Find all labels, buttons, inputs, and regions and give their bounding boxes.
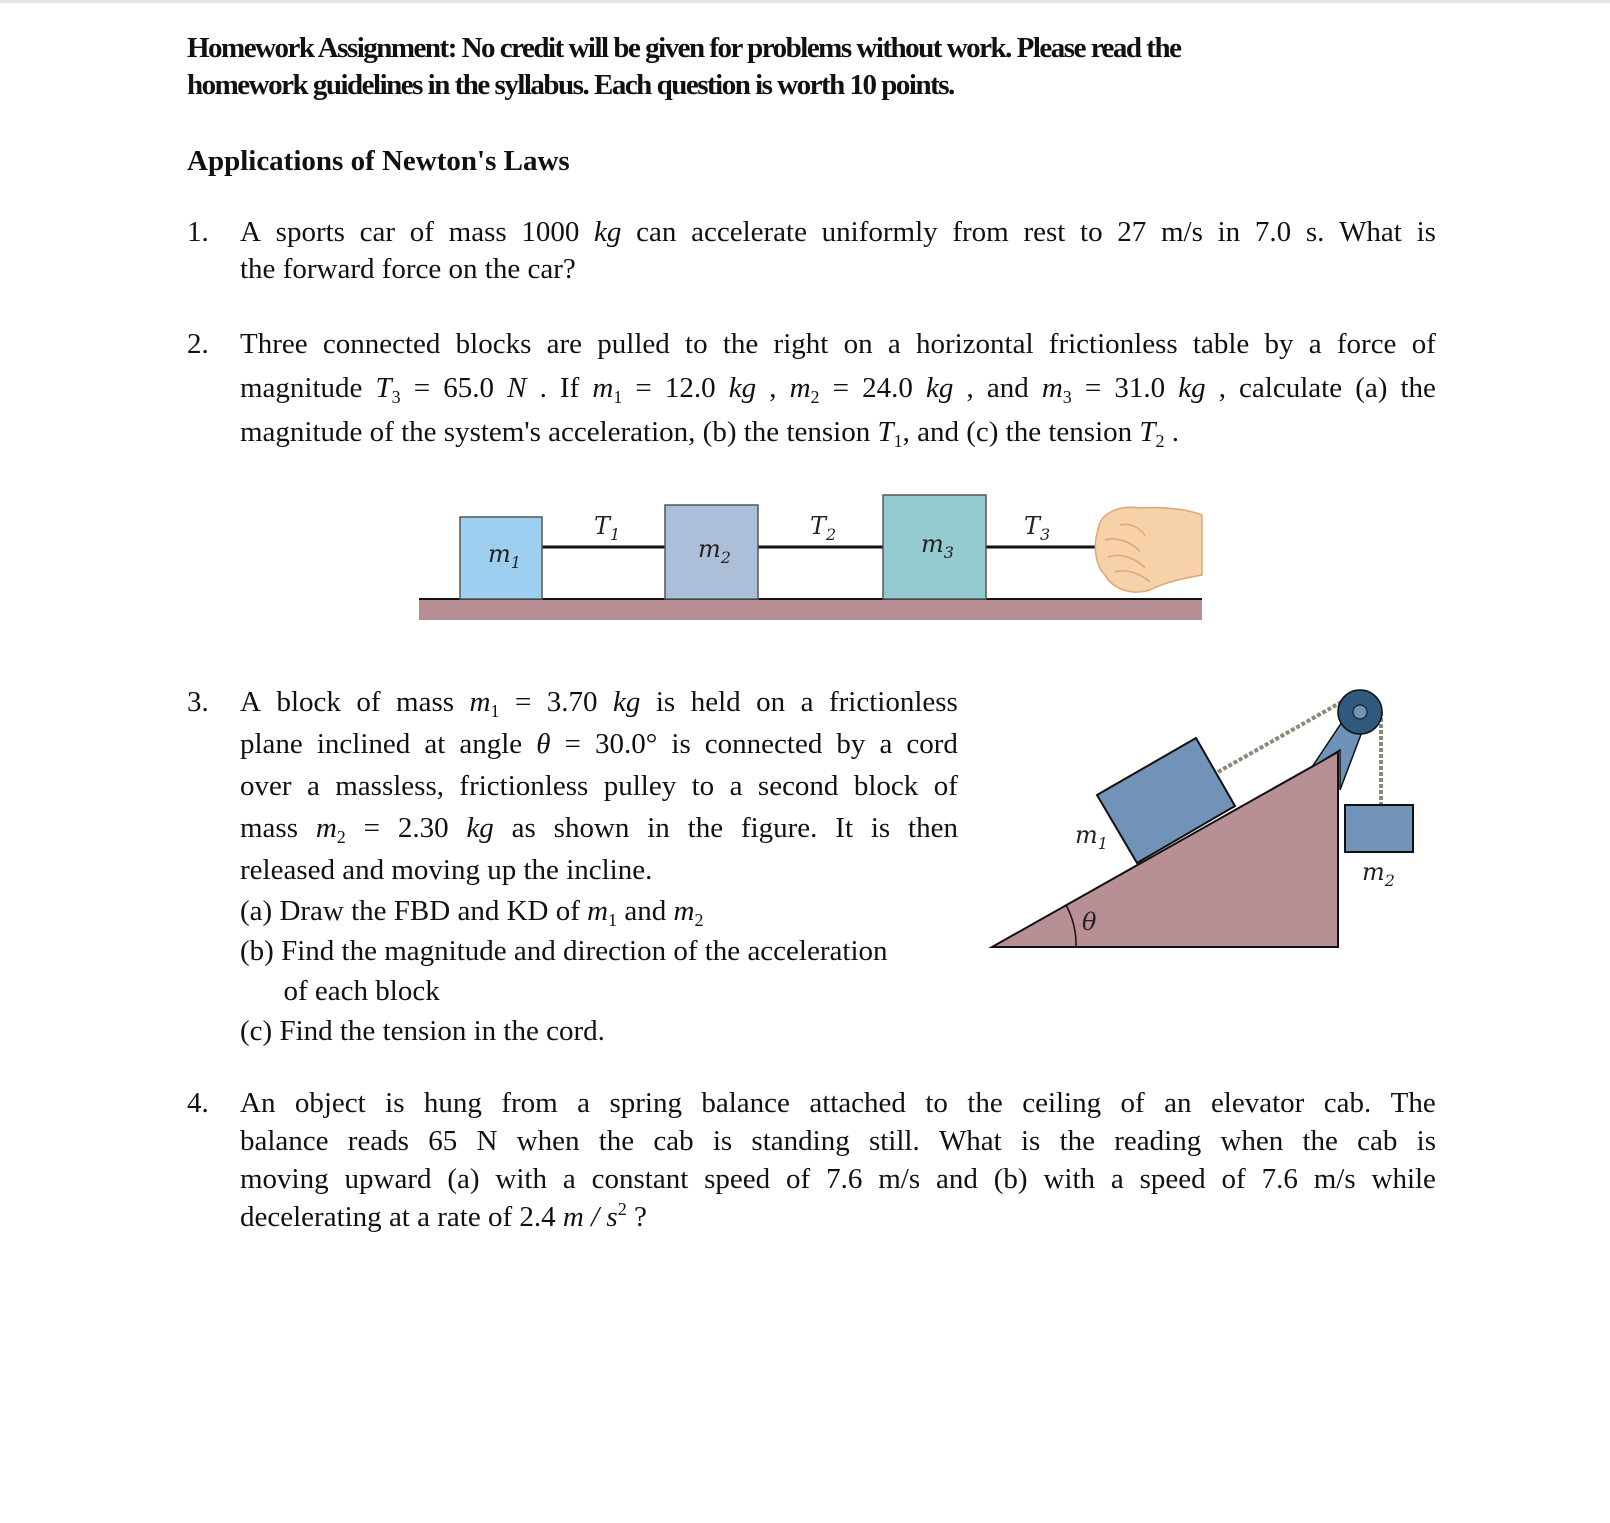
math-symbol: T [877, 416, 894, 448]
math-subscript: 1 [613, 387, 623, 408]
text-run: = [564, 728, 581, 760]
text-run: the [1400, 372, 1436, 404]
text-run: is [870, 812, 891, 844]
text-run: 30.0° [594, 728, 658, 760]
text-run: = [413, 372, 431, 404]
text-run: is [671, 728, 691, 760]
text-run: standing [751, 1125, 850, 1157]
text-run: inclined [316, 728, 411, 760]
text-run: cord [906, 728, 958, 760]
text-run: the [401, 416, 444, 448]
text-run: a [729, 770, 743, 802]
text-run: (a) [447, 1163, 480, 1195]
text-line [240, 1198, 1436, 1236]
text-run: speed [704, 1163, 771, 1195]
text-run: accelerate [691, 216, 807, 248]
text-run: pulled [597, 328, 670, 360]
text-run: massless, [335, 770, 444, 802]
text-run: FBD [393, 895, 458, 927]
text-run: 24.0 [862, 372, 913, 404]
text-run: at [424, 728, 446, 760]
text-run: a [800, 686, 814, 718]
text-run: acceleration, [548, 416, 703, 448]
text-run: is [1416, 216, 1436, 248]
text-run: the [967, 1087, 1003, 1119]
text-run: and [917, 416, 967, 448]
text-run: the [1302, 1125, 1338, 1157]
text-run: The [1390, 1087, 1436, 1119]
math-superscript: 2 [617, 1199, 627, 1220]
text-run: rate [437, 1201, 488, 1233]
text-run: the [722, 328, 759, 360]
text-run: 27 [1117, 216, 1147, 248]
text-run: system's [443, 416, 549, 448]
text-run: calculate [1239, 372, 1343, 404]
text-run: the [503, 1015, 547, 1047]
text-run: while [1371, 1163, 1436, 1195]
text-run: at [388, 1201, 418, 1233]
text-run: to [691, 770, 715, 802]
text-run: horizontal [915, 328, 1034, 360]
text-run: force [381, 253, 449, 285]
text-run: (c) [966, 416, 1006, 448]
text-run: each [314, 975, 376, 1007]
text-run: an [1164, 1087, 1192, 1119]
text-run: is [655, 686, 676, 718]
text-run: 7.0 [1254, 216, 1292, 248]
text-run: in [647, 812, 670, 844]
text-run: and [986, 372, 1029, 404]
text-run: (b) [240, 935, 282, 967]
question-number: 1. [187, 216, 209, 248]
text-run: A [240, 216, 261, 248]
text-run: with [495, 1163, 547, 1195]
text-run: balance [701, 1087, 790, 1119]
text-run: and [457, 895, 507, 927]
math-symbol: m [789, 372, 811, 404]
math-subscript: 2 [694, 910, 704, 931]
math-symbol: m [469, 686, 491, 718]
text-run: tension [1048, 416, 1140, 448]
label-m2: $m_2$ [1362, 858, 1395, 890]
text-run: = [514, 686, 532, 718]
text-run: magnitude [384, 935, 514, 967]
text-run: cab [1357, 1125, 1398, 1157]
text-run: held [690, 686, 741, 718]
text-run [627, 1198, 634, 1236]
text-run: s. [1305, 216, 1325, 248]
label-m3: $m_3$ [921, 530, 954, 562]
math-symbol: T [375, 372, 392, 404]
label-t3: $T_3$ [1024, 512, 1051, 544]
text-run: of [1120, 1087, 1145, 1119]
text-run: plane [240, 728, 303, 760]
math-symbol: N [507, 372, 527, 404]
text-run: of [283, 975, 315, 1007]
text-run: moving [391, 854, 488, 886]
text-run: of [555, 895, 588, 927]
text-run: attached [809, 1087, 906, 1119]
math-symbol: kg [466, 812, 494, 844]
text-run: and [936, 1163, 978, 1195]
text-run: What [938, 1125, 1002, 1157]
math-symbol: kg [728, 372, 757, 404]
block-m2-hanging [1345, 805, 1413, 852]
text-run: tension [786, 416, 878, 448]
math-symbol: kg [613, 686, 641, 718]
label-t2: $T_2$ [810, 512, 837, 544]
text-run: a [887, 328, 901, 360]
text-run: block [375, 975, 440, 1007]
question-number: 3. [187, 686, 209, 718]
text-run: in [1217, 216, 1241, 248]
text-run: a [879, 728, 893, 760]
text-run: from [952, 216, 1009, 248]
text-run: sports [275, 216, 345, 248]
text-run: a [562, 1163, 576, 1195]
text-run: 2.30 [397, 812, 449, 844]
text-run: by [836, 728, 866, 760]
text-run: 1000 [521, 216, 580, 248]
label-theta: θ [1082, 908, 1097, 936]
text-run: mass [240, 812, 298, 844]
text-run: blocks [455, 328, 532, 360]
text-run: and [342, 854, 392, 886]
math-symbol: m [587, 895, 609, 927]
text-run: of [487, 1201, 520, 1233]
text-run: upward [344, 1163, 432, 1195]
pulley-hub [1353, 705, 1367, 719]
text-run: to [925, 1087, 948, 1119]
text-run: 7.6 [826, 1163, 863, 1195]
math-symbol: kg [925, 372, 954, 404]
text-line [240, 1011, 958, 1051]
text-run: m/s [1313, 1163, 1356, 1195]
math-subscript: 1 [490, 701, 500, 722]
text-run: frictionless [1048, 328, 1178, 360]
text-run: frictionless [459, 770, 589, 802]
text-run: mass [396, 686, 455, 718]
text-run: and [624, 895, 674, 927]
text-run: over [240, 770, 292, 802]
text-run: block [853, 770, 919, 802]
text-run: of [369, 416, 402, 448]
text-run: speed [1139, 1163, 1206, 1195]
math-symbol: kg [1178, 372, 1206, 404]
question-4-text [240, 1084, 1436, 1236]
math-symbol: m / s [562, 1201, 618, 1233]
label-m2: $m_2$ [698, 535, 731, 567]
text-run: A [240, 686, 261, 718]
text-run: car [359, 216, 396, 248]
text-run: right [773, 328, 829, 360]
text-run: (c) [240, 1015, 280, 1047]
text-run: is [1416, 1125, 1436, 1157]
math-subscript: 1 [608, 910, 618, 931]
text-run: the [523, 854, 567, 886]
math-subscript: 3 [1062, 387, 1072, 408]
text-run: of [933, 770, 958, 802]
text-run: a [306, 770, 320, 802]
text-run: the [687, 812, 724, 844]
label-m1: $m_1$ [488, 540, 521, 572]
text-run: , [1218, 372, 1226, 404]
text-run: the [341, 935, 385, 967]
section-title: Applications of Newton's Laws [187, 145, 570, 177]
text-run: object [294, 1087, 366, 1119]
math-symbol: θ [536, 728, 551, 760]
text-run: a [1110, 1163, 1124, 1195]
text-run: when [516, 1125, 580, 1157]
text-run: cab. [1323, 1087, 1372, 1119]
text-run: table [1192, 328, 1250, 360]
text-run: up [487, 854, 524, 886]
text-run: the [1059, 1125, 1095, 1157]
text-run: (a) [240, 895, 280, 927]
text-run: moving [240, 1163, 329, 1195]
text-run: are [546, 328, 583, 360]
text-run: elevator [1210, 1087, 1305, 1119]
text-line [240, 1084, 1436, 1122]
math-symbol: T [1139, 416, 1156, 448]
text-run: uniformly [821, 216, 938, 248]
text-run: car? [527, 253, 576, 285]
text-run: magnitude [240, 372, 363, 404]
text-run: of [1221, 1163, 1246, 1195]
text-run: 12.0 [664, 372, 716, 404]
math-symbol: kg [594, 216, 622, 248]
text-run: mass [448, 216, 507, 248]
text-line [240, 1160, 1436, 1198]
text-run: by [1264, 328, 1294, 360]
text-run: Draw [279, 895, 352, 927]
text-run: block [276, 686, 341, 718]
text-run: of [356, 686, 381, 718]
text-run: can [636, 216, 677, 248]
text-run: = [1084, 372, 1102, 404]
text-run: shown [553, 812, 630, 844]
text-run: connected [322, 328, 441, 360]
text-run: the [351, 895, 394, 927]
text-run: KD [506, 895, 556, 927]
question-number: 2. [187, 328, 209, 360]
math-subscript: 2 [1155, 431, 1165, 452]
text-run: pulley [603, 770, 677, 802]
text-run: on [843, 328, 873, 360]
text-run: Find [279, 1015, 340, 1047]
text-run: a [1308, 328, 1322, 360]
text-run: to [1080, 216, 1103, 248]
text-run: tension [382, 1015, 474, 1047]
text-run: decelerating [240, 1201, 389, 1233]
text-run: and [513, 935, 563, 967]
text-run: = [635, 372, 652, 404]
text-run: acceleration [747, 935, 888, 967]
text-run: with [1043, 1163, 1096, 1195]
label-m1: $m_1$ [1075, 821, 1108, 853]
text-run: cord. [546, 1015, 605, 1047]
text-run: connected [704, 728, 823, 760]
text-run: the [339, 1015, 383, 1047]
text-run: = [832, 372, 850, 404]
text-run: still. [868, 1125, 920, 1157]
text-run: 65.0 [443, 372, 494, 404]
math-symbol: m [1041, 372, 1063, 404]
text-run: m/s [1160, 216, 1203, 248]
math-subscript: 2 [336, 827, 346, 848]
text-run: a [417, 1201, 438, 1233]
math-symbol: m [673, 895, 695, 927]
text-run: cab [653, 1125, 694, 1157]
math-subscript: 2 [810, 387, 820, 408]
header-line: homework guidelines in the syllabus. Each question is worth 10 points. [187, 69, 954, 101]
text-run: If [559, 372, 580, 404]
text-run: of [786, 1163, 811, 1195]
header-line: Homework Assignment: No credit will be given for problems without work. Please read the [187, 32, 1181, 64]
text-run: from [501, 1087, 558, 1119]
text-run [563, 1198, 627, 1236]
text-run: Find [281, 935, 342, 967]
text-run: 31.0 [1114, 372, 1166, 404]
text-run: is [712, 1125, 733, 1157]
text-run: the [743, 416, 787, 448]
text-run: released [240, 854, 343, 886]
text-run: An [240, 1087, 276, 1119]
text-run: , [902, 416, 918, 448]
text-run: rest [1023, 216, 1066, 248]
text-run: spring [609, 1087, 682, 1119]
label-t1: $T_1$ [594, 512, 621, 544]
text-run: to [685, 328, 708, 360]
text-run: of [673, 935, 705, 967]
text-run: balance [240, 1125, 329, 1157]
text-run: the [240, 253, 283, 285]
text-run: (b) [993, 1163, 1028, 1195]
text-run: the [484, 253, 528, 285]
text-run: then [908, 812, 958, 844]
math-subscript: 1 [893, 431, 903, 452]
text-run: reading [1114, 1125, 1202, 1157]
text-run: on [756, 686, 786, 718]
question-number: 4. [187, 1087, 209, 1119]
text-run: figure. [740, 812, 818, 844]
text-run: direction [563, 935, 674, 967]
text-run: angle [459, 728, 523, 760]
text-run: , [966, 372, 974, 404]
text-run: force [1336, 328, 1397, 360]
text-run: of [409, 216, 434, 248]
text-run: hung [423, 1087, 482, 1119]
text-run: ? [633, 1201, 647, 1233]
text-run: in [473, 1015, 504, 1047]
text-run: (b) [702, 416, 744, 448]
text-run: the [704, 935, 748, 967]
text-run: N [476, 1125, 498, 1157]
text-run: magnitude [240, 416, 370, 448]
text-run: , [769, 372, 777, 404]
text-run: It [835, 812, 853, 844]
text-run: is [1020, 1125, 1041, 1157]
text-run: frictionless [828, 686, 958, 718]
text-run: of [1411, 328, 1436, 360]
text-run: a [577, 1087, 591, 1119]
text-run: Three [240, 328, 308, 360]
text-run: m/s [878, 1163, 921, 1195]
text-run: 7.6 [1261, 1163, 1298, 1195]
text-run: as [511, 812, 536, 844]
text-run: 2.4 [519, 1201, 563, 1233]
text-run: . [539, 372, 547, 404]
text-run: forward [282, 253, 382, 285]
math-symbol: m [315, 812, 337, 844]
text-run: (a) [1355, 372, 1388, 404]
text-run: 3.70 [546, 686, 598, 718]
text-run: second [757, 770, 839, 802]
text-run: is [385, 1087, 405, 1119]
text-run: = [363, 812, 380, 844]
text-run: . [1171, 416, 1180, 448]
text-run: incline. [566, 854, 653, 886]
text-run: the [598, 1125, 635, 1157]
text-run: constant [591, 1163, 689, 1195]
text-run: What [1339, 216, 1402, 248]
text-run: 65 [428, 1125, 458, 1157]
text-run: on [448, 253, 485, 285]
text-run: reads [347, 1125, 409, 1157]
math-subscript: 3 [391, 387, 401, 408]
text-run: the [1005, 416, 1049, 448]
text-run: ceiling [1022, 1087, 1102, 1119]
math-symbol: m [592, 372, 614, 404]
text-run: when [1220, 1125, 1284, 1157]
text-line [240, 1122, 1436, 1160]
